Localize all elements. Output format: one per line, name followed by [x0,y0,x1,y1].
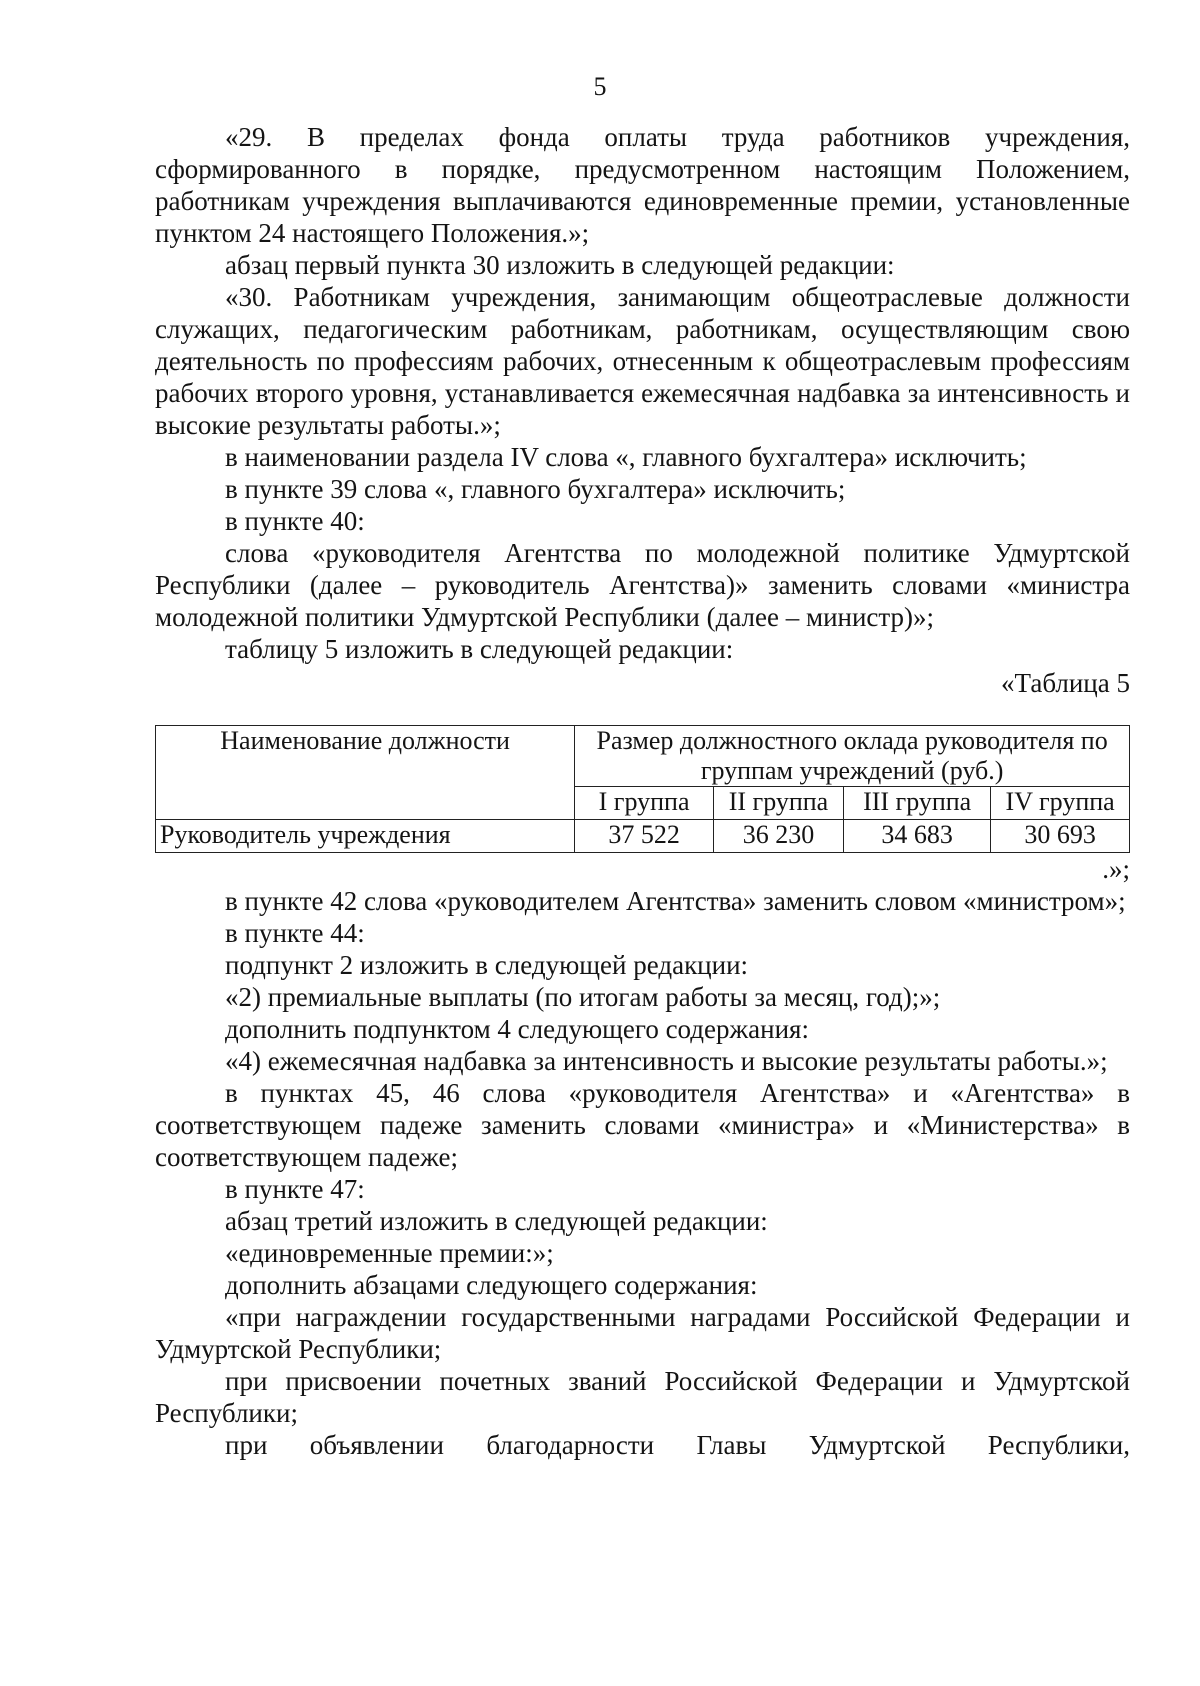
document-body [155,121,1130,1461]
paragraph: дополнить абзацами следующего содержания: [225,1270,758,1300]
paragraph: «2) премиальные выплаты (по итогам работы за месяц, год);»; [225,982,941,1012]
table-tail: .»; [1102,854,1130,884]
group-header: II группа [713,787,843,820]
paragraph: «при награждении государственными наградами Российской Федерации и Удмуртской Республики; [155,1302,1130,1364]
paragraph: при присвоении почетных званий Российской Федерации и Удмуртской Республики; [155,1366,1130,1428]
paragraph: таблицу 5 изложить в следующей редакции: [225,634,734,664]
paragraph: в пункте 44: [225,918,365,948]
row-label: Руководитель учреждения [156,820,575,853]
paragraph: абзац третий изложить в следующей редакции: [225,1206,768,1236]
salary-value: 36 230 [713,820,843,853]
paragraph: дополнить подпунктом 4 следующего содержания: [225,1014,809,1044]
table-caption: «Таблица 5 [1001,668,1130,698]
table-row [156,820,1130,853]
paragraph: в пункте 42 слова «руководителем Агентства» заменить словом «министром»; [225,886,1126,916]
paragraph: в наименовании раздела IV слова «, главного бухгалтера» исключить; [225,442,1027,472]
paragraph: в пункте 47: [225,1174,365,1204]
col-header-position: Наименование должности [156,726,575,820]
paragraph: в пункте 39 слова «, главного бухгалтера» исключить; [225,474,846,504]
salary-value: 37 522 [575,820,714,853]
paragraph: подпункт 2 изложить в следующей редакции: [225,950,749,980]
group-header: III группа [844,787,991,820]
paragraph: при объявлении благодарности Главы Удмуртской Республики, [225,1430,1130,1460]
paragraph: слова «руководителя Агентства по молодежной политике Удмуртской Республики (далее – руководитель Агентства)» заменить словами «министра молодежной политики Удмуртской Республики (далее – министр)»; [155,538,1130,632]
paragraph: «4) ежемесячная надбавка за интенсивность и высокие результаты работы.»; [225,1046,1108,1076]
paragraph: в пункте 40: [225,506,365,536]
paragraph: в пунктах 45, 46 слова «руководителя Агентства» и «Агентства» в соответствующем падеже заменить словами «министра» и «Министерства» в соответствующем падеже; [155,1078,1130,1172]
col-header-salary: Размер должностного оклада руководителя по группам учреждений (руб.) [575,726,1130,787]
group-header: IV группа [991,787,1130,820]
paragraph: абзац первый пункта 30 изложить в следующей редакции: [225,250,895,280]
salary-table [155,725,1130,853]
page-number: 5 [593,72,607,101]
paragraph: «29. В пределах фонда оплаты труда работников учреждения, сформированного в порядке, предусмотренном настоящим Положением, работникам учреждения выплачиваются единовременные премии, установленные пунктом 24 настоящего Положения.»; [155,122,1130,248]
group-header: I группа [575,787,714,820]
paragraph: «30. Работникам учреждения, занимающим общеотраслевые должности служащих, педагогическим работникам, работникам, осуществляющим свою деятельность по профессиям рабочих, отнесенным к общеотраслевым профессиям рабочих второго уровня, устанавливается ежемесячная надбавка за интенсивность и высокие результаты работы.»; [155,282,1130,440]
paragraph: «единовременные премии:»; [225,1238,554,1268]
salary-value: 34 683 [844,820,991,853]
salary-value: 30 693 [991,820,1130,853]
